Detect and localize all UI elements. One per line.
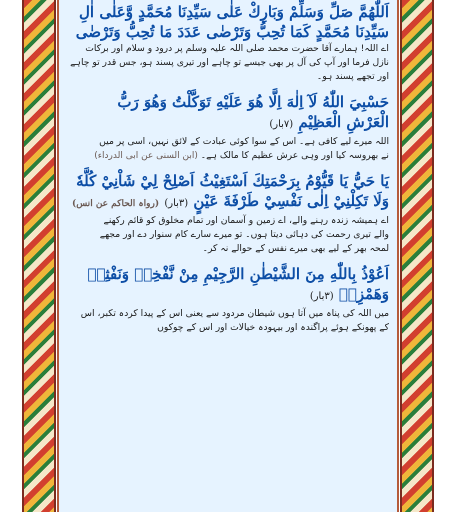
dua-section-durood	[67, 2, 389, 84]
urdu-translation-line: اور تجھے پسند ہو۔	[316, 71, 389, 82]
urdu-translation-line: والے تیری رحمت کی دہائی دیتا ہوں۔ تو میرے سارے کام سنوار دے اور مجھے	[99, 229, 389, 240]
repeat-count: (۷بار)	[269, 119, 294, 130]
urdu-translation-line	[67, 149, 389, 163]
urdu-translation-line: نازل فرما اور آپ کی آل پر بھی جیسے تو چاہے اور تیری پسند ہو، جس قدر تو چاہے	[70, 57, 389, 68]
repeat-count: (۳بار)	[164, 198, 189, 209]
dua-section-ya-hayyu	[67, 171, 389, 256]
arabic-text: وَهَمْزِهٖ	[338, 285, 389, 303]
arabic-line: سَيِّدِنَا مُحَمَّدٍ كَمَا تُحِبُّ وَتَرْضٰى عَدَدَ مَا تُحِبُّ وَتَرْضٰى	[75, 23, 389, 41]
card-frame	[2, 0, 454, 512]
arabic-line: اَللّٰهُمَّ صَلِّ وَسَلِّمْ وَبَارِكْ عَلٰى سَيِّدِنَا مُحَمَّدٍ وَّعَلٰى اٰلِ	[79, 3, 389, 21]
arabic-text: الْعَرْشِ الْعَظِيْمِ	[298, 113, 389, 131]
decorative-border-right	[400, 0, 434, 512]
arabic-line	[67, 112, 389, 135]
arabic-line	[67, 191, 389, 214]
urdu-translation-line: اے اللہ! ہمارے آقا حضرت محمد صلی اللہ علیہ وسلم پر درود و سلام اور برکات	[85, 43, 389, 54]
urdu-translation-line: لمحہ بھر کے لیے بھی میرے نفس کے حوالے نہ کر۔	[202, 243, 389, 254]
arabic-line	[67, 284, 389, 307]
urdu-translation-line: اے ہمیشہ زندہ رہنے والے، اے زمین و آسمان اور تمام مخلوق کو قائم رکھنے	[103, 215, 389, 226]
decorative-border-left	[22, 0, 56, 512]
dua-section-audhu	[67, 264, 389, 335]
hadith-reference: (رواہ الحاکم عن انس)	[71, 199, 160, 209]
content-page	[57, 0, 399, 512]
arabic-line: حَسْبِيَ اللّٰهُ لَآ اِلٰهَ اِلَّا هُوَ عَلَيْهِ تَوَكَّلْتُ وَهُوَ رَبُّ	[117, 93, 389, 111]
dua-section-hasbiyallah	[67, 92, 389, 163]
urdu-text: نے بھروسہ کیا اور وہی عرش عظیم کا مالک ہے۔	[200, 150, 389, 161]
urdu-translation-line: اللہ میرے لیے کافی ہے۔ اس کے سوا کوئی عبادت کے لائق نہیں، اسی پر میں	[99, 136, 389, 147]
urdu-translation-line: کے پھونکے ہوئے پراگندہ اور بیہودہ خیالات اور اس کے چوکوں	[157, 322, 389, 333]
repeat-count: (۳بار)	[309, 291, 334, 302]
urdu-translation-line: میں اللہ کی پناہ میں آتا ہوں شیطان مردود سے یعنی اس کے پیدا کردہ تکبر، اس	[80, 308, 389, 319]
arabic-text: وَلَا تَكِلْنِيْ اِلٰى نَفْسِيْ طَرْفَةَ عَيْنٍ	[193, 192, 389, 210]
hadith-reference: (ابن السنی عن ابی الدرداء)	[94, 151, 198, 161]
arabic-line: يَا حَيُّ يَا قَيُّوْمُ بِرَحْمَتِكَ اَسْتَغِيْثُ اَصْلِحْ لِيْ شَاْنِيْ كُلَّهٗ	[76, 172, 389, 190]
arabic-line: اَعُوْذُ بِاللّٰهِ مِنَ الشَّيْطٰنِ الرَّجِيْمِ مِنْ نَّفْخِهٖ وَنَفْثِهٖ	[87, 265, 389, 283]
